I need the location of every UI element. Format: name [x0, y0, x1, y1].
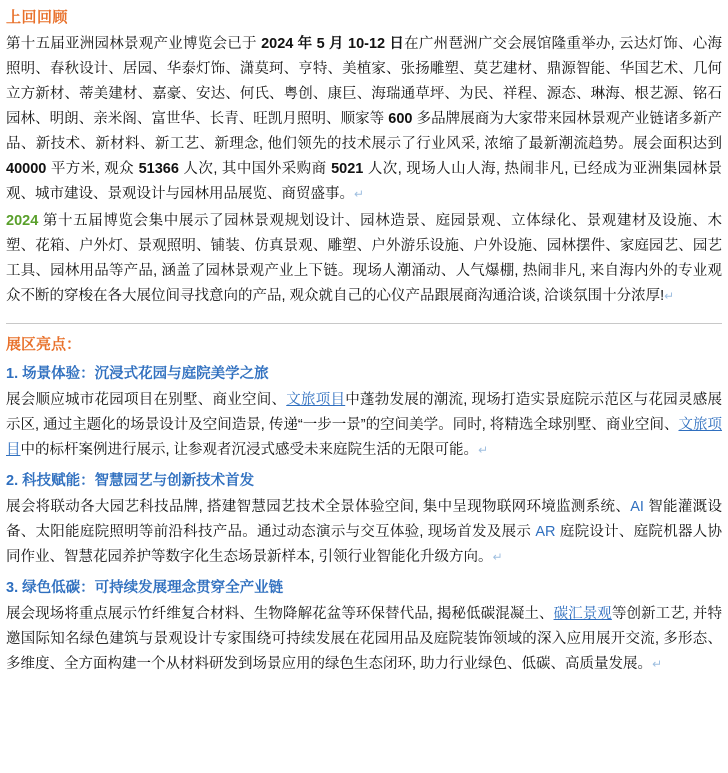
highlight-block [6, 469, 722, 570]
paragraph-review-text: 人次, 其中国外采购商 [178, 161, 332, 177]
highlight-1-link[interactable]: 文旅项目 [286, 392, 346, 408]
highlight-2-text: 庭院设计、庭院机器人协同作业、智慧花园养护等数字化生态场景新样本, 引领行业智能化升级方向。 [6, 524, 722, 565]
paragraph-exhibits [6, 209, 722, 309]
highlight-block [6, 362, 722, 463]
highlight-body-3 [6, 602, 722, 677]
paragraph-review-text: 第十五届亚洲园林景观产业博览会已于 [6, 36, 262, 52]
highlight-2-term: AI [630, 499, 644, 515]
highlight-1-text: 中的标杆案例进行展示, 让参观者沉浸式感受未来庭院生活的无限可能。 [20, 442, 479, 458]
paragraph-review-emphasis: 2024 年 5 月 10-12 日 [261, 36, 405, 52]
highlight-block [6, 576, 722, 677]
pilcrow-mark: ↵ [492, 550, 503, 564]
paragraph-review-emphasis: 5021 [331, 161, 364, 177]
highlight-3-text: 等创新工艺, 并特邀国际知名绿色建筑与景观设计专家围绕可持续发展在花园用品及庭院装饰领域的深入应用展开交流, 多形态、多维度、全方面构建一个从材料研发到场景应用的绿色生态闭环, 助力行业绿色、低碳、高质量发展。 [6, 606, 723, 672]
highlight-3-link[interactable]: 碳汇景观 [553, 606, 612, 622]
highlight-heading-2: 2. 科技赋能：智慧园艺与创新技术首发 [6, 473, 255, 489]
paragraph-exhibits-text: 第十五届博览会集中展示了园林景观规划设计、园林造景、庭园景观、立体绿化、景观建材及设施、木塑、花箱、户外灯、景观照明、铺装、仿真景观、雕塑、户外游乐设施、户外设施、园林摆件、家庭园艺、园艺工具、园林用品等产品, 涵盖了园林景观产业上下链。现场人潮涌动、人气爆棚, 热闹非凡, 来自海内外的专业观众不断的穿梭在各大展位间寻找意向的产品, 观众就自己的心仪产品跟展商沟通洽谈, 洽谈氛围十分浓厚! [6, 213, 722, 304]
paragraph-review-text: 人次, 现场人山人海, 热闹非凡, 已经成为亚洲集园林景观、城市建设、景观设计与园林用品展览、商贸盛事。 [6, 161, 722, 202]
paragraph-review [6, 32, 722, 207]
highlight-1-text: 中蓬勃发展的潮流, 现场打造实景庭院示范区与花园灵感展示区, 通过主题化的场景设计及空间造景, 传递“一步一景”的空间美学。同时, 将精选全球别墅、商业空间、 [6, 392, 723, 433]
highlight-1-text: 展会顺应城市花园项目在别墅、商业空间、 [6, 392, 287, 408]
paragraph-review-text: 平方米, 观众 [46, 161, 139, 177]
paragraph-review-text: 多品牌展商为大家带来园林景观产业链诸多新产品、新技术、新材料、新工艺、新理念, 他们领先的技术展示了行业风采, 浓缩了最新潮流趋势。展会面积达到 [6, 111, 723, 152]
section-divider [6, 323, 722, 324]
highlight-3-text: 展会现场将重点展示竹纤维复合材料、生物降解花盆等环保替代品, 揭秘低碳混凝土、 [6, 606, 554, 622]
exhibit-year: 2024 [6, 213, 39, 229]
paragraph-review-emphasis: 40000 [6, 161, 47, 177]
paragraph-review-emphasis: 600 [388, 111, 413, 127]
highlight-heading-1: 1. 场景体验：沉浸式花园与庭院美学之旅 [6, 366, 269, 382]
highlight-heading-3: 3. 绿色低碳：可持续发展理念贯穿全产业链 [6, 580, 284, 596]
highlight-1-link[interactable]: 文旅项目 [6, 417, 723, 458]
highlight-2-text: 展会将联动各大园艺科技品牌, 搭建智慧园艺技术全景体验空间, 集中呈现物联网环境监测系统、 [6, 499, 631, 515]
pilcrow-mark: ↵ [354, 187, 365, 201]
highlight-body-1 [6, 388, 722, 463]
page-title: 上回回顾 [6, 9, 69, 26]
highlight-2-term: AR [535, 524, 556, 540]
highlight-body-2 [6, 495, 722, 570]
pilcrow-mark: ↵ [652, 657, 663, 671]
pilcrow-mark: ↵ [478, 443, 489, 457]
paragraph-review-emphasis: 51366 [138, 161, 179, 177]
pilcrow-mark: ↵ [664, 289, 675, 303]
paragraph-review-text: 在广州琶洲广交会展馆隆重举办, 云达灯饰、心海照明、春秋设计、居园、华泰灯饰、潇莫珂、亨特、美植家、张扬雕塑、莫艺建材、鼎源智能、华国艺术、几何立方新材、蒂美建材、嘉豪、安达、何氏、粤创、康巨、海瑞通草坪、为民、祥程、源态、琳海、根艺源、铭石园林、明朗、亲米阁、富世华、长青、旺凯月照明、顺家等 [6, 36, 723, 127]
section-title-highlights: 展区亮点： [6, 336, 82, 353]
paragraph-review-text [6, 36, 722, 202]
highlight-2-text: 智能灌溉设备、太阳能庭院照明等前沿科技产品。通过动态演示与交互体验, 现场首发及展示 [6, 499, 722, 540]
